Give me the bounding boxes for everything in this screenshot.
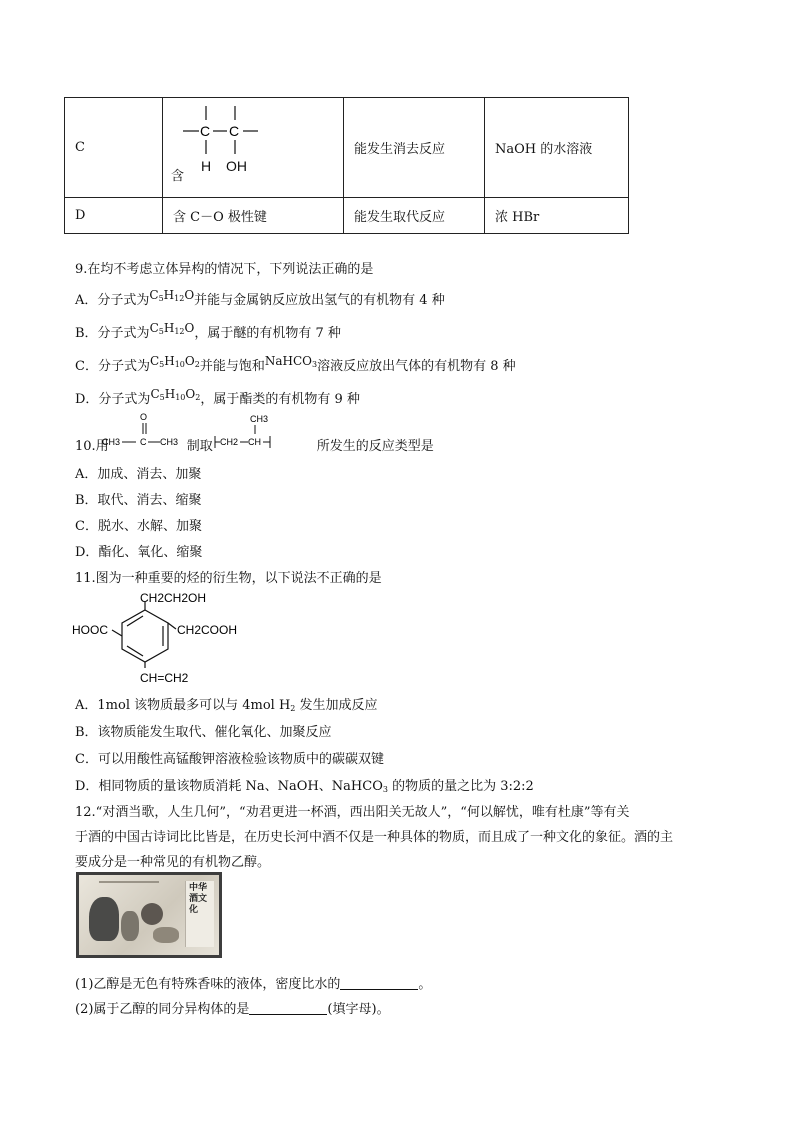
svg-text:C: C (200, 123, 211, 139)
wine-culture-caption: 中华酒文化 (189, 883, 208, 915)
structure-cell (163, 98, 344, 198)
row-label: D (65, 198, 163, 234)
structure-h: H (201, 158, 212, 174)
q10-option-a: A．加成、消去、加聚 (75, 467, 202, 482)
q10-option-b: B．取代、消去、缩聚 (75, 493, 202, 508)
q11-benzene-structure (70, 588, 270, 688)
svg-text:C: C (140, 437, 147, 447)
structure-oh: OH (226, 158, 247, 174)
c-c-h-oh-structure (163, 98, 343, 193)
svg-text:CH=CH2: CH=CH2 (140, 671, 189, 685)
svg-text:CH2CH2OH: CH2CH2OH (140, 591, 207, 605)
q12-line-2: 于酒的中国古诗词比比皆是，在历史长河中酒不仅是一种具体的物质，而且成了一种文化的象征。酒的主 (75, 830, 674, 845)
carbonyl-o: O (140, 412, 148, 422)
q12-sub-1: (1)乙醇是无色有特殊香味的液体，密度比水的 。 (75, 977, 432, 992)
q9-option-b: B．分子式为$C_5H_{12}O$，属于醚的有机物有 7 种 (75, 321, 341, 341)
q12-sub-2: (2)属于乙醇的同分异构体的是 (填字母)。 (75, 1002, 390, 1017)
q11-option-d: D．相同物质的量该物质消耗 Na、NaOH、NaHCO$_3$ 的物质的量之比为 3:2:2 (75, 779, 534, 794)
svg-text:CH2COOH: CH2COOH (177, 623, 238, 637)
wine-culture-picture (76, 872, 222, 958)
answer-blank-2[interactable] (249, 1002, 327, 1015)
svg-text:CH3: CH3 (160, 437, 179, 447)
svg-text:CH3: CH3 (250, 414, 269, 424)
q10-stem: 10.用 制取 所发生的反应类型是 (75, 439, 434, 454)
q10-option-d: D．酯化、氧化、缩聚 (75, 545, 203, 560)
q9-option-d: D．分子式为$C_5H_{10}O_2$，属于酯类的有机物有 9 种 (75, 387, 360, 407)
svg-text:HOOC: HOOC (72, 623, 108, 637)
row-label: C (65, 98, 163, 198)
svg-text:CH: CH (248, 437, 261, 447)
q11-stem: 11.图为一种重要的烃的衍生物，以下说法不正确的是 (75, 571, 382, 586)
q11-option-c: C．可以用酸性高锰酸钾溶液检验该物质中的碳碳双键 (75, 752, 384, 767)
structure-cell: 含 C－O 极性键 (163, 198, 344, 234)
reagent-cell: NaOH 的水溶液 (485, 98, 629, 198)
q11-option-b: B．该物质能发生取代、催化氧化、加聚反应 (75, 725, 332, 740)
q12-line-1: 12.“对酒当歌，人生几何”，“劝君更进一杯酒，西出阳关无故人”，“何以解忧，唯有杜康”等有关 (75, 805, 630, 820)
q9-stem: 9.在均不考虑立体异构的情况下，下列说法正确的是 (75, 262, 374, 277)
q12-line-3: 要成分是一种常见的有机物乙醇。 (75, 855, 271, 870)
table-row-d (65, 198, 629, 234)
q9-option-c: C．分子式为$C_5H_{10}O_2$并能与饱和NaHCO$_3$溶液反应放出气体的有机物有 8 种 (75, 354, 516, 374)
reaction-cell: 能发生取代反应 (344, 198, 485, 234)
q10-formulas (100, 410, 280, 452)
q10-option-c: C．脱水、水解、加聚 (75, 519, 202, 534)
q9-option-a: A．分子式为$C_5H_{12}O$并能与金属钠反应放出氢气的有机物有 4 种 (75, 288, 445, 308)
table-row-c (65, 98, 629, 198)
answer-blank-1[interactable] (340, 977, 418, 990)
reagent-cell: 浓 HBr (485, 198, 629, 234)
svg-text:CH3: CH3 (102, 437, 121, 447)
q11-option-a: A．1mol 该物质最多可以与 4mol $H_2$ 发生加成反应 (75, 698, 378, 713)
svg-text:CH2: CH2 (220, 437, 239, 447)
reaction-cell: 能发生消去反应 (344, 98, 485, 198)
svg-text:C: C (229, 123, 240, 139)
options-table (64, 97, 629, 234)
structure-prefix: 含 (171, 169, 185, 184)
